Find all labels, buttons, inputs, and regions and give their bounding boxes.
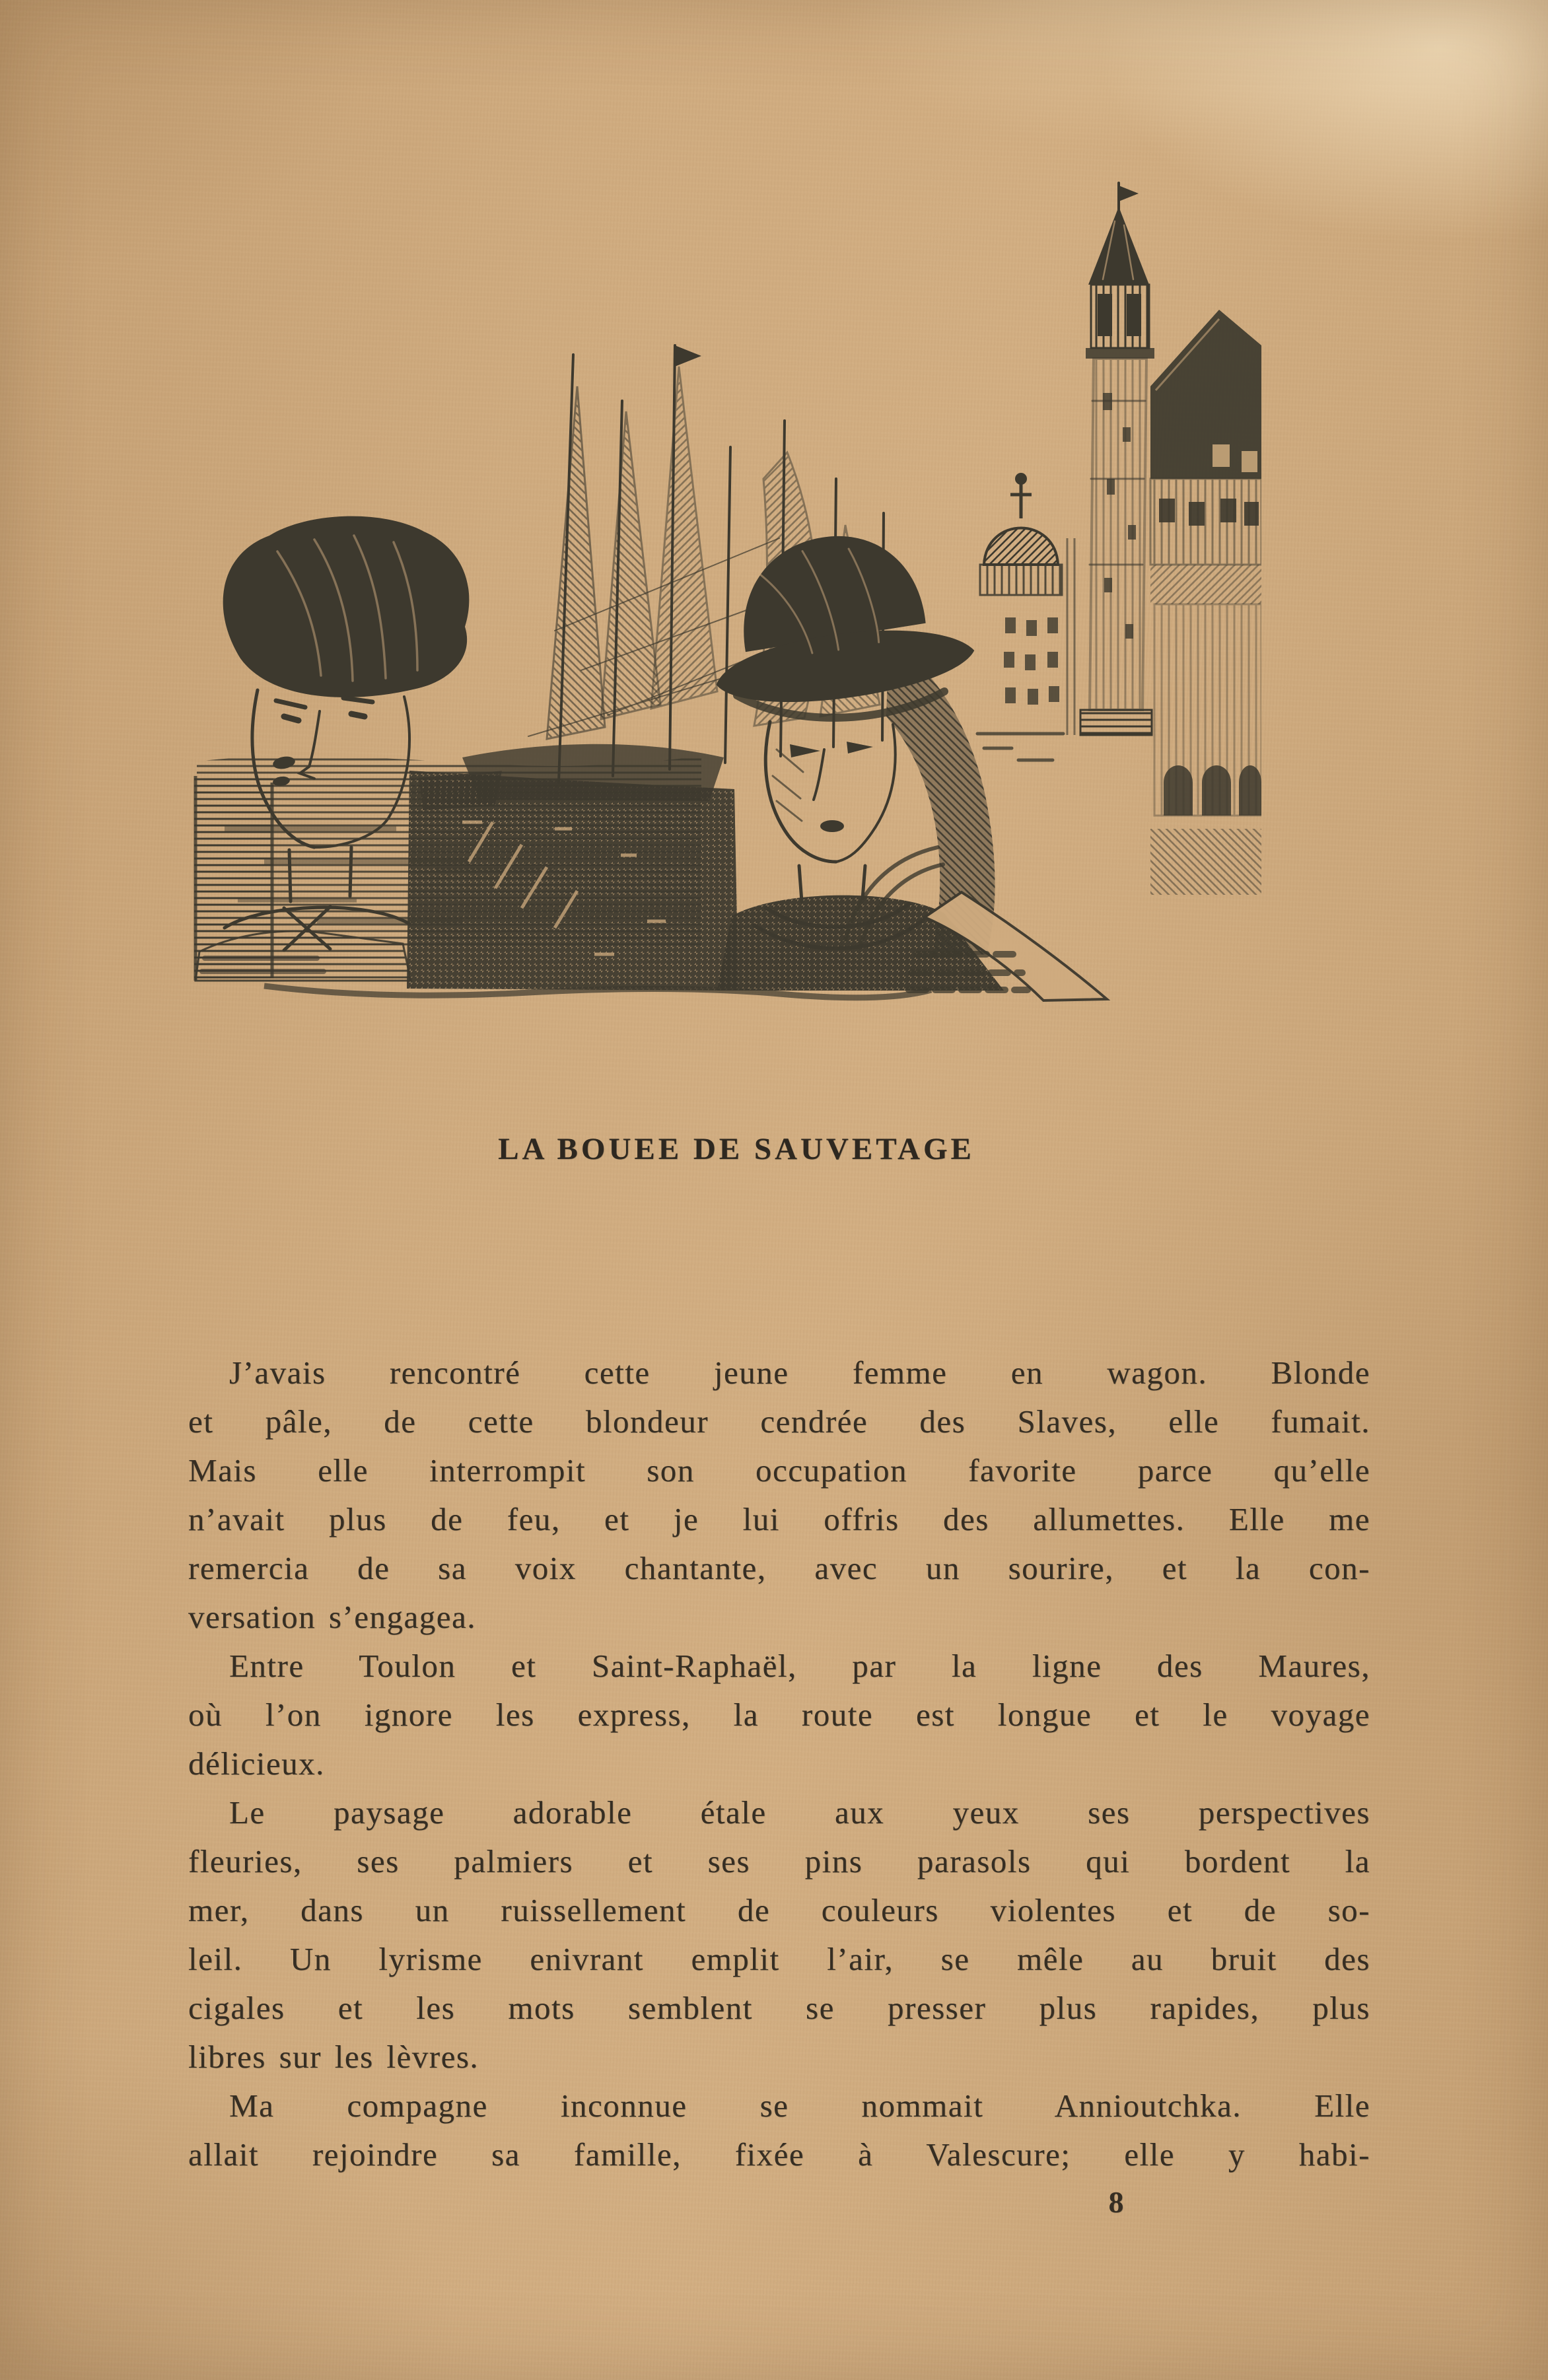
body-text-line: cigales et les mots semblent se presser plus rapides, plus	[188, 1990, 1370, 2026]
body-text-line: Mais elle interrompit son occupation favorite parce qu’elle	[188, 1452, 1370, 1488]
body-text-line: délicieux.	[188, 1745, 325, 1782]
page-number: 8	[1108, 2185, 1124, 2219]
story-title: LA BOUEE DE SAUVETAGE	[498, 1132, 975, 1167]
body-text-line: mer, dans un ruissellement de couleurs violentes et de so-	[188, 1892, 1370, 1928]
body-text-line: n’avait plus de feu, et je lui offris des allumettes. Elle me	[188, 1501, 1370, 1537]
body-text-line: et pâle, de cette blondeur cendrée des Slaves, elle fumait.	[188, 1403, 1370, 1440]
far-building-windows	[1004, 617, 1059, 705]
body-text-line: Entre Toulon et Saint-Raphaël, par la ligne des Maures,	[229, 1648, 1370, 1684]
body-text-line: leil. Un lyrisme enivrant emplit l’air, se mêle au bruit des	[188, 1941, 1370, 1977]
body-text-line: fleuries, ses palmiers et ses pins parasols qui bordent la	[188, 1843, 1370, 1879]
story-text	[188, 1348, 1370, 2179]
wide-brim-hat	[700, 520, 978, 713]
harbor-woodcut-illustration	[185, 168, 1261, 1027]
arcade-arches	[1164, 765, 1261, 816]
domed-building	[980, 473, 1062, 705]
campanile-tower	[1065, 183, 1154, 735]
body-text-line: versation s’engagea.	[188, 1599, 476, 1635]
body-text-line: Le paysage adorable étale aux yeux ses perspectives	[229, 1794, 1370, 1831]
body-text-line: Ma compagne inconnue se nommait Annioutchka. Elle	[229, 2087, 1370, 2124]
body-text-line: allait rejoindre sa famille, fixée à Valescure; elle y habi-	[188, 2136, 1370, 2173]
body-text-line: où l’on ignore les express, la route est longue et le voyage	[188, 1697, 1370, 1733]
body-text-line: J’avais rencontré cette jeune femme en wagon. Blonde	[229, 1354, 1370, 1391]
body-text-line: libres sur les lèvres.	[188, 2039, 479, 2075]
waterfront-buildings	[1150, 310, 1261, 895]
body-text-line: remercia de sa voix chantante, avec un sourire, et la con-	[188, 1550, 1370, 1586]
